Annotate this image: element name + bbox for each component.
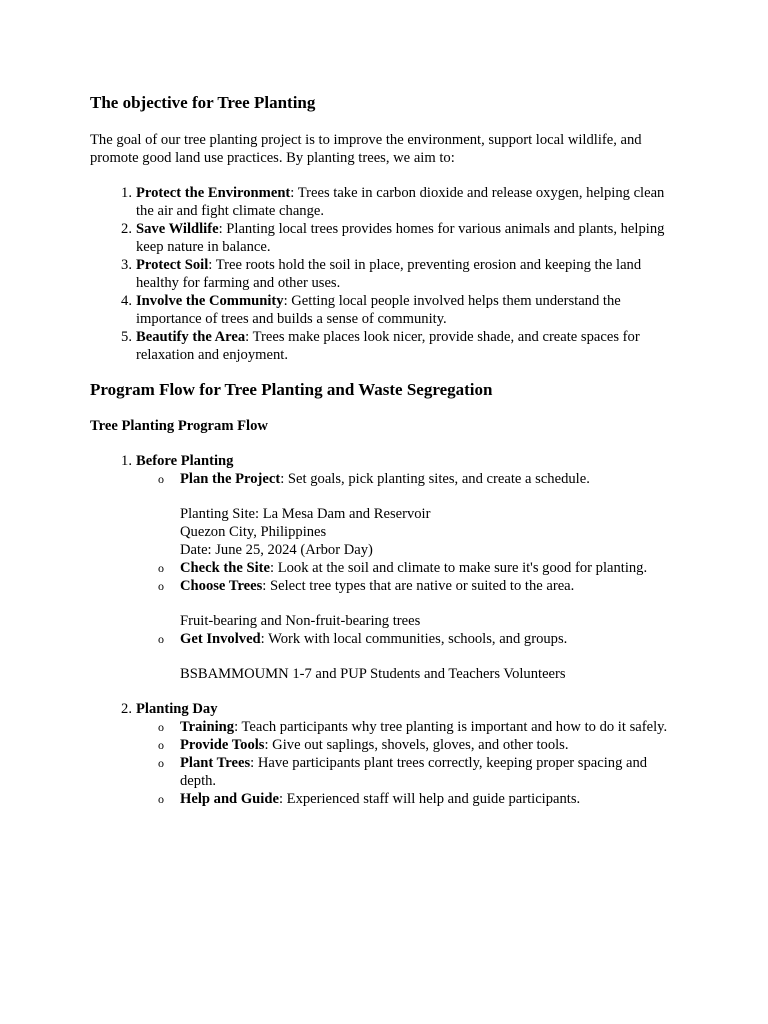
item-title: Protect Soil	[136, 257, 209, 273]
sub-item-plan	[90, 470, 680, 488]
objective-item-3	[90, 256, 680, 292]
list-number: 2.	[121, 221, 132, 237]
objective-item-1	[90, 184, 680, 220]
objective-item-5	[90, 328, 680, 364]
objective-heading: The objective for Tree Planting	[90, 93, 316, 112]
bullet-marker: o	[158, 792, 164, 806]
site-line-3: Date: June 25, 2024 (Arbor Day)	[180, 542, 373, 558]
item-title: Protect the Environment	[136, 185, 291, 201]
flow-list	[90, 452, 680, 470]
sub-item-training	[90, 718, 680, 736]
before-planting-sublist	[90, 470, 680, 488]
volunteers-note: BSBAMMOUMN 1-7 and PUP Students and Teachers Volunteers	[180, 666, 566, 682]
list-number: 5.	[121, 329, 132, 345]
bullet-marker: o	[158, 472, 164, 486]
objective-item-2	[90, 220, 680, 256]
objective-item-4	[90, 292, 680, 328]
list-number: 1.	[121, 185, 132, 201]
sub-item-get-involved	[90, 630, 680, 648]
item-text: : Set goals, pick planting sites, and create a schedule.	[280, 471, 590, 487]
step-title: Before Planting	[136, 453, 234, 469]
trees-note: Fruit-bearing and Non-fruit-bearing trees	[180, 613, 421, 629]
item-text: : Planting local trees provides homes for various animals and plants, helping keep nature in balance.	[136, 221, 665, 255]
flow-step-before-planting	[90, 452, 680, 470]
item-text: : Work with local communities, schools, and groups.	[260, 631, 568, 647]
step-title: Planting Day	[136, 701, 218, 717]
item-text: : Give out saplings, shovels, gloves, and other tools.	[264, 737, 569, 753]
item-title: Choose Trees	[180, 578, 263, 594]
item-text: : Getting local people involved helps them understand the importance of trees and builds a sense of community.	[136, 293, 621, 327]
item-title: Plant Trees	[180, 755, 251, 771]
item-text: : Tree roots hold the soil in place, preventing erosion and keeping the land healthy for farming and other uses.	[136, 257, 642, 291]
item-text: : Teach participants why tree planting is important and how to do it safely.	[234, 719, 668, 735]
objective-list	[90, 184, 680, 364]
item-text: : Select tree types that are native or suited to the area.	[262, 578, 575, 594]
item-title: Check the Site	[180, 560, 270, 576]
bullet-marker: o	[158, 756, 164, 770]
item-title: Help and Guide	[180, 791, 279, 807]
item-title: Provide Tools	[180, 737, 265, 753]
sub-item-help-guide	[90, 790, 680, 808]
item-text: : Experienced staff will help and guide participants.	[278, 791, 581, 807]
item-text: : Trees take in carbon dioxide and release oxygen, helping clean the air and fight climate change.	[136, 185, 665, 219]
item-title: Get Involved	[180, 631, 261, 647]
item-text: : Have participants plant trees correctly, keeping proper spacing and depth.	[180, 755, 648, 789]
item-title: Plan the Project	[180, 471, 281, 487]
item-text: : Look at the soil and climate to make sure it's good for planting.	[270, 560, 648, 576]
flow-subheading: Tree Planting Program Flow	[90, 418, 268, 434]
objective-intro: The goal of our tree planting project is to improve the environment, support local wildlife, and promote good land use practices. By planting trees, we aim to:	[90, 132, 642, 166]
item-title: Save Wildlife	[136, 221, 219, 237]
bullet-marker: o	[158, 738, 164, 752]
bullet-marker: o	[158, 579, 164, 593]
bullet-marker: o	[158, 720, 164, 734]
item-title: Training	[180, 719, 235, 735]
list-number: 4.	[121, 293, 132, 309]
bullet-marker: o	[158, 561, 164, 575]
sub-item-choose-trees	[90, 577, 680, 595]
site-line-2: Quezon City, Philippines	[180, 524, 327, 540]
bullet-marker: o	[158, 632, 164, 646]
flow-step-planting-day	[90, 700, 680, 718]
sub-item-provide-tools	[90, 736, 680, 754]
before-planting-sublist-2	[90, 559, 680, 595]
item-text: : Trees make places look nicer, provide shade, and create spaces for relaxation and enjoyment.	[136, 329, 640, 363]
sub-item-plant-trees	[90, 754, 680, 790]
list-number: 1.	[121, 453, 132, 469]
list-number: 3.	[121, 257, 132, 273]
program-heading: Program Flow for Tree Planting and Waste Segregation	[90, 380, 493, 399]
document-body	[90, 92, 680, 808]
item-title: Involve the Community	[136, 293, 284, 309]
site-line-1: Planting Site: La Mesa Dam and Reservoir	[180, 506, 431, 522]
list-number: 2.	[121, 701, 132, 717]
before-planting-sublist-3	[90, 630, 680, 648]
sub-item-check-site	[90, 559, 680, 577]
flow-list-2	[90, 700, 680, 718]
item-title: Beautify the Area	[136, 329, 246, 345]
planting-day-sublist	[90, 718, 680, 808]
